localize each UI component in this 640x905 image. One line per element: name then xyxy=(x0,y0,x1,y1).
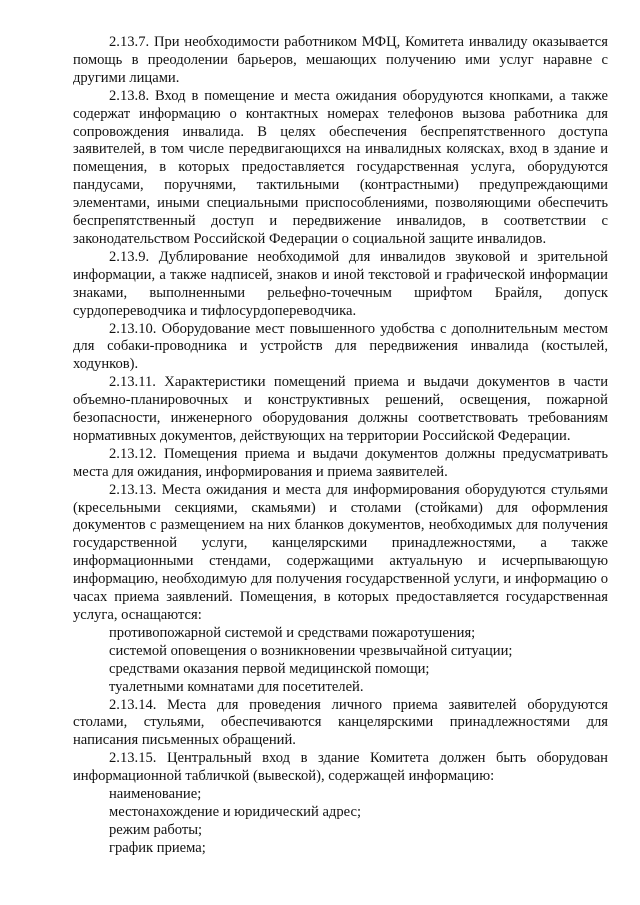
paragraph-2-13-9: 2.13.9. Дублирование необходимой для инвалидов звуковой и зрительной информации, а также надписей, знаков и иной текстовой и графической информации знаками, выполненными рельефно-точечным шрифтом Брайля, допуск сурдопереводчика и тифлосурдопереводчика. xyxy=(73,248,608,319)
paragraph-2-13-14: 2.13.14. Места для проведения личного приема заявителей оборудуются столами, стульями, обеспечиваются канцелярскими принадлежностями для написания письменных обращений. xyxy=(73,696,608,749)
paragraph-2-13-13: 2.13.13. Места ожидания и места для информирования оборудуются стульями (кресельными секциями, скамьями) и столами (стойками) для оформления документов с размещением на них бланков документов, необходимых для получения государственной услуги, канцелярскими принадлежностями, а также информационными стендами, содержащими актуальную и исчерпывающую информацию, необходимую для получения государственной услуги, и информацию о часах приема заявлений. Помещения, в которых предоставляется государственная услуга, оснащаются: xyxy=(73,481,608,623)
paragraph-2-13-7: 2.13.7. При необходимости работником МФЦ, Комитета инвалиду оказывается помощь в преодолении барьеров, мешающих получению ими услуг наравне с другими лицами. xyxy=(73,34,608,86)
list-item-toilets: туалетными комнатами для посетителей. xyxy=(109,678,364,695)
list-item-alert-system: системой оповещения о возникновении чрезвычайной ситуации; xyxy=(109,642,513,659)
list-item-name: наименование; xyxy=(109,786,202,803)
list-item-fire-system: противопожарной системой и средствами пожаротушения; xyxy=(109,624,476,641)
list-item-address: местонахождение и юридический адрес; xyxy=(109,803,362,820)
paragraph-2-13-12: 2.13.12. Помещения приема и выдачи документов должны предусматривать места для ожидания, информирования и приема заявителей. xyxy=(73,445,608,480)
paragraph-2-13-15: 2.13.15. Центральный вход в здание Комитета должен быть оборудован информационной табличкой (вывеской), содержащей информацию: xyxy=(73,750,608,785)
paragraph-2-13-8: 2.13.8. Вход в помещение и места ожидания оборудуются кнопками, а также содержат информацию о контактных номерах телефонов вызова работника для сопровождения инвалида. В целях обеспечения беспрепятственного доступа заявителей, в том числе передвигающихся на инвалидных колясках, вход в здание и помещения, в которых предоставляется государственная услуга, оборудуются пандусами, поручнями, тактильными (контрастными) предупреждающими элементами, иными специальными приспособлениями, позволяющими обеспечить беспрепятственный доступ и передвижение инвалидов, в соответствии с законодательством Российской Федерации о социальной защите инвалидов. xyxy=(73,87,608,247)
paragraph-2-13-10: 2.13.10. Оборудование мест повышенного удобства с дополнительным местом для собаки-проводника и устройств для передвижения инвалида (костылей, ходунков). xyxy=(73,320,608,373)
list-item-work-hours: режим работы; xyxy=(109,821,203,838)
paragraph-2-13-11: 2.13.11. Характеристики помещений приема и выдачи документов в части объемно-планировочных и конструктивных решений, освещения, пожарной безопасности, инженерного оборудования должны соответствовать требованиям нормативных документов, действующих на территории Российской Федерации. xyxy=(73,374,608,444)
list-item-first-aid: средствами оказания первой медицинской помощи; xyxy=(109,660,430,677)
list-item-reception-schedule: график приема; xyxy=(109,839,206,856)
